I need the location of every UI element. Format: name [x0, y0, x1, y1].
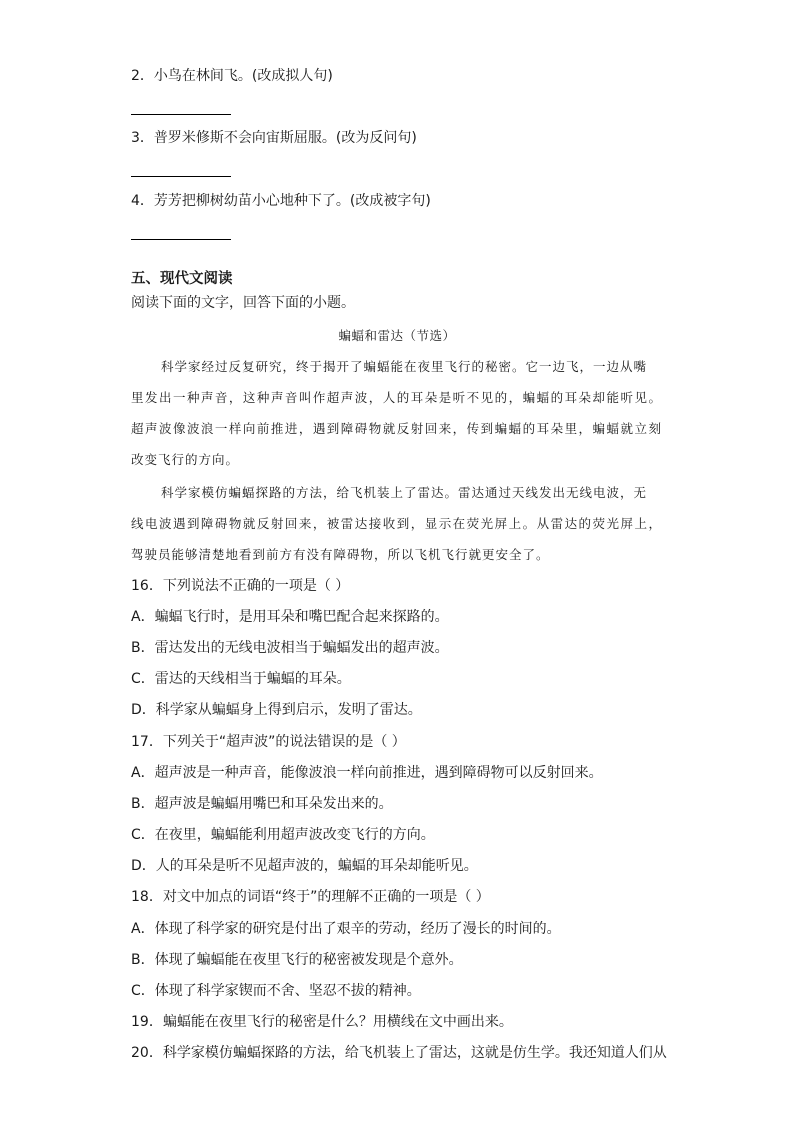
question-19: 19．蝙蝠能在夜里飞行的秘密是什么？用横线在文中画出来。 [131, 1014, 513, 1030]
question-17-option-a: A．超声波是一种声音，能像波浪一样向前推进，遇到障碍物可以反射回来。 [131, 765, 603, 781]
question-17-option-d: D．人的耳朵是听不见超声波的，蝙蝠的耳朵却能听见。 [131, 858, 478, 874]
question-16-option-b: B．雷达发出的无线电波相当于蝙蝠发出的超声波。 [131, 640, 449, 656]
question-17-option-b: B．超声波是蝙蝠用嘴巴和耳朵发出来的。 [131, 796, 393, 812]
question-18-option-c: C．体现了科学家锲而不舍、坚忍不拔的精神。 [131, 983, 421, 999]
question-18-stem: 18．对文中加点的词语“终于”的理解不正确的一项是（ ） [131, 889, 490, 905]
passage-line: 线电波遇到障碍物就反射回来，被雷达接收到，显示在荧光屏上。从雷达的荧光屏上， [131, 516, 661, 531]
question-17-option-c: C．在夜里，蝙蝠能利用超声波改变飞行的方向。 [131, 827, 435, 843]
question-2: 2．小鸟在林间飞。(改成拟人句) [131, 68, 333, 84]
passage-line: 驾驶员能够清楚地看到前方有没有障碍物，所以飞机飞行就更安全了。 [131, 547, 550, 562]
question-16-option-c: C．雷达的天线相当于蝙蝠的耳朵。 [131, 671, 351, 687]
section-heading: 五、现代文阅读 [131, 271, 233, 287]
question-17-stem: 17．下列关于“超声波”的说法错误的是（ ） [131, 734, 406, 750]
passage-title: 蝙蝠和雷达（节选） [338, 328, 456, 343]
question-16-option-d: D．科学家从蝙蝠身上得到启示，发明了雷达。 [131, 702, 422, 718]
passage-line: 科学家模仿蝙蝠探路的方法，给飞机装上了雷达。雷达通过天线发出无线电波，无 [161, 485, 648, 500]
answer-line-3 [131, 176, 231, 177]
answer-line-2 [131, 114, 231, 115]
question-16-option-a: A．蝙蝠飞行时，是用耳朵和嘴巴配合起来探路的。 [131, 609, 449, 625]
question-18-option-a: A．体现了科学家的研究是付出了艰辛的劳动，经历了漫长的时间的。 [131, 921, 561, 937]
question-18-option-b: B．体现了蝙蝠能在夜里飞行的秘密被发现是个意外。 [131, 952, 463, 968]
question-3: 3．普罗米修斯不会向宙斯屈服。(改为反问句) [131, 130, 417, 146]
question-4: 4．芳芳把柳树幼苗小心地种下了。(改成被字句) [131, 193, 431, 209]
passage-line: 里发出一种声音，这种声音叫作超声波，人的耳朵是听不见的，蝙蝠的耳朵却能听见。 [131, 390, 661, 405]
passage-line: 超声波像波浪一样向前推进，遇到障碍物就反射回来，传到蝙蝠的耳朵里，蝙蝠就立刻 [131, 421, 661, 436]
passage-line: 科学家经过反复研究，终于揭开了蝙蝠能在夜里飞行的秘密。它一边飞，一边从嘴 [161, 359, 648, 374]
question-20: 20．科学家模仿蝙蝠探路的方法，给飞机装上了雷达，这就是仿生学。我还知道人们从 [131, 1045, 667, 1061]
answer-line-4 [131, 239, 231, 240]
question-16-stem: 16．下列说法不正确的一项是（ ） [131, 578, 350, 594]
passage-line: 改变飞行的方向。 [131, 452, 240, 467]
section-instruction: 阅读下面的文字，回答下面的小题。 [131, 295, 355, 311]
